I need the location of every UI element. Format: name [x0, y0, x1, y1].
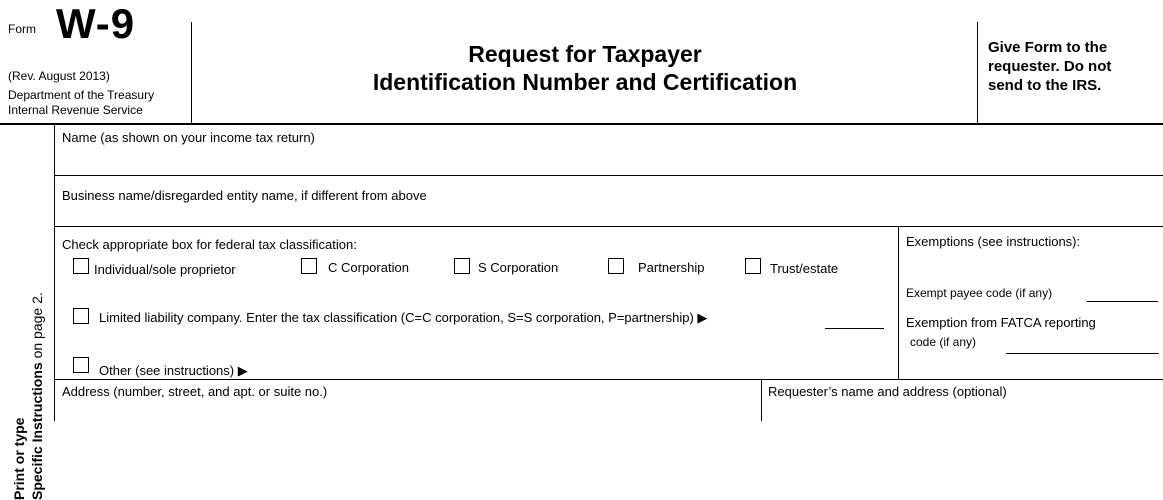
- instruction-line-1: Give Form to the: [988, 39, 1108, 56]
- business-bottom-rule: [55, 226, 1163, 227]
- exempt-payee-label: Exempt payee code (if any): [906, 286, 1053, 300]
- requester-label: Requester’s name and address (optional): [768, 384, 1007, 399]
- side-label-rest: on page 2.: [29, 292, 45, 363]
- classification-label: Check appropriate box for federal tax classification:: [62, 237, 357, 252]
- trust-estate-checkbox[interactable]: [745, 258, 761, 274]
- partnership-label: Partnership: [638, 260, 705, 275]
- fatca-label-line-2: code (if any): [910, 335, 977, 349]
- exemptions-divider: [898, 226, 899, 379]
- form-word: Form: [8, 22, 36, 36]
- exemptions-title: Exemptions (see instructions):: [906, 234, 1081, 249]
- exempt-payee-input[interactable]: [1087, 301, 1158, 302]
- side-label-line-1: Print or type: [11, 417, 27, 500]
- name-label: Name (as shown on your income tax return): [62, 130, 315, 145]
- side-label-line-2: [28, 292, 46, 500]
- s-corporation-label: S Corporation: [478, 260, 559, 275]
- title-line-1: Request for Taxpayer: [468, 41, 702, 67]
- title-line-2: Identification Number and Certification: [372, 69, 798, 95]
- address-label: Address (number, street, and apt. or suite no.): [62, 384, 328, 399]
- give-form-instruction: [988, 38, 1111, 95]
- s-corporation-checkbox[interactable]: [454, 258, 470, 274]
- trust-estate-label: Trust/estate: [770, 261, 839, 276]
- instruction-line-3: send to the IRS.: [988, 77, 1102, 94]
- business-name-field[interactable]: [55, 176, 1163, 225]
- llc-classification-input[interactable]: [825, 328, 884, 329]
- llc-checkbox[interactable]: [73, 308, 89, 324]
- c-corporation-label: C Corporation: [328, 260, 409, 275]
- c-corporation-checkbox[interactable]: [301, 258, 317, 274]
- department: Department of the Treasury: [8, 88, 155, 102]
- revision-date: (Rev. August 2013): [8, 69, 110, 83]
- requester-field[interactable]: [762, 380, 1163, 421]
- fatca-label-line-1: Exemption from FATCA reporting: [906, 315, 1096, 330]
- name-field[interactable]: [55, 125, 1163, 175]
- agency: Internal Revenue Service: [8, 103, 143, 117]
- partnership-checkbox[interactable]: [608, 258, 624, 274]
- llc-label: Limited liability company. Enter the tax classification (C=C corporation, S=S corporation, P=partnership) ▶: [99, 310, 708, 325]
- address-field[interactable]: [55, 380, 761, 421]
- other-label: Other (see instructions) ▶: [99, 363, 248, 378]
- individual-label: Individual/sole proprietor: [94, 262, 236, 277]
- header-divider-right: [977, 22, 978, 123]
- form-number: W-9: [56, 0, 136, 47]
- side-label-bold: Specific Instructions: [29, 362, 45, 500]
- other-checkbox[interactable]: [73, 357, 89, 373]
- form-title: [192, 40, 978, 96]
- business-label: Business name/disregarded entity name, if different from above: [62, 188, 427, 203]
- side-label: [10, 292, 46, 500]
- individual-checkbox[interactable]: [73, 258, 89, 274]
- fatca-code-input[interactable]: [1006, 353, 1159, 354]
- instruction-line-2: requester. Do not: [988, 58, 1112, 75]
